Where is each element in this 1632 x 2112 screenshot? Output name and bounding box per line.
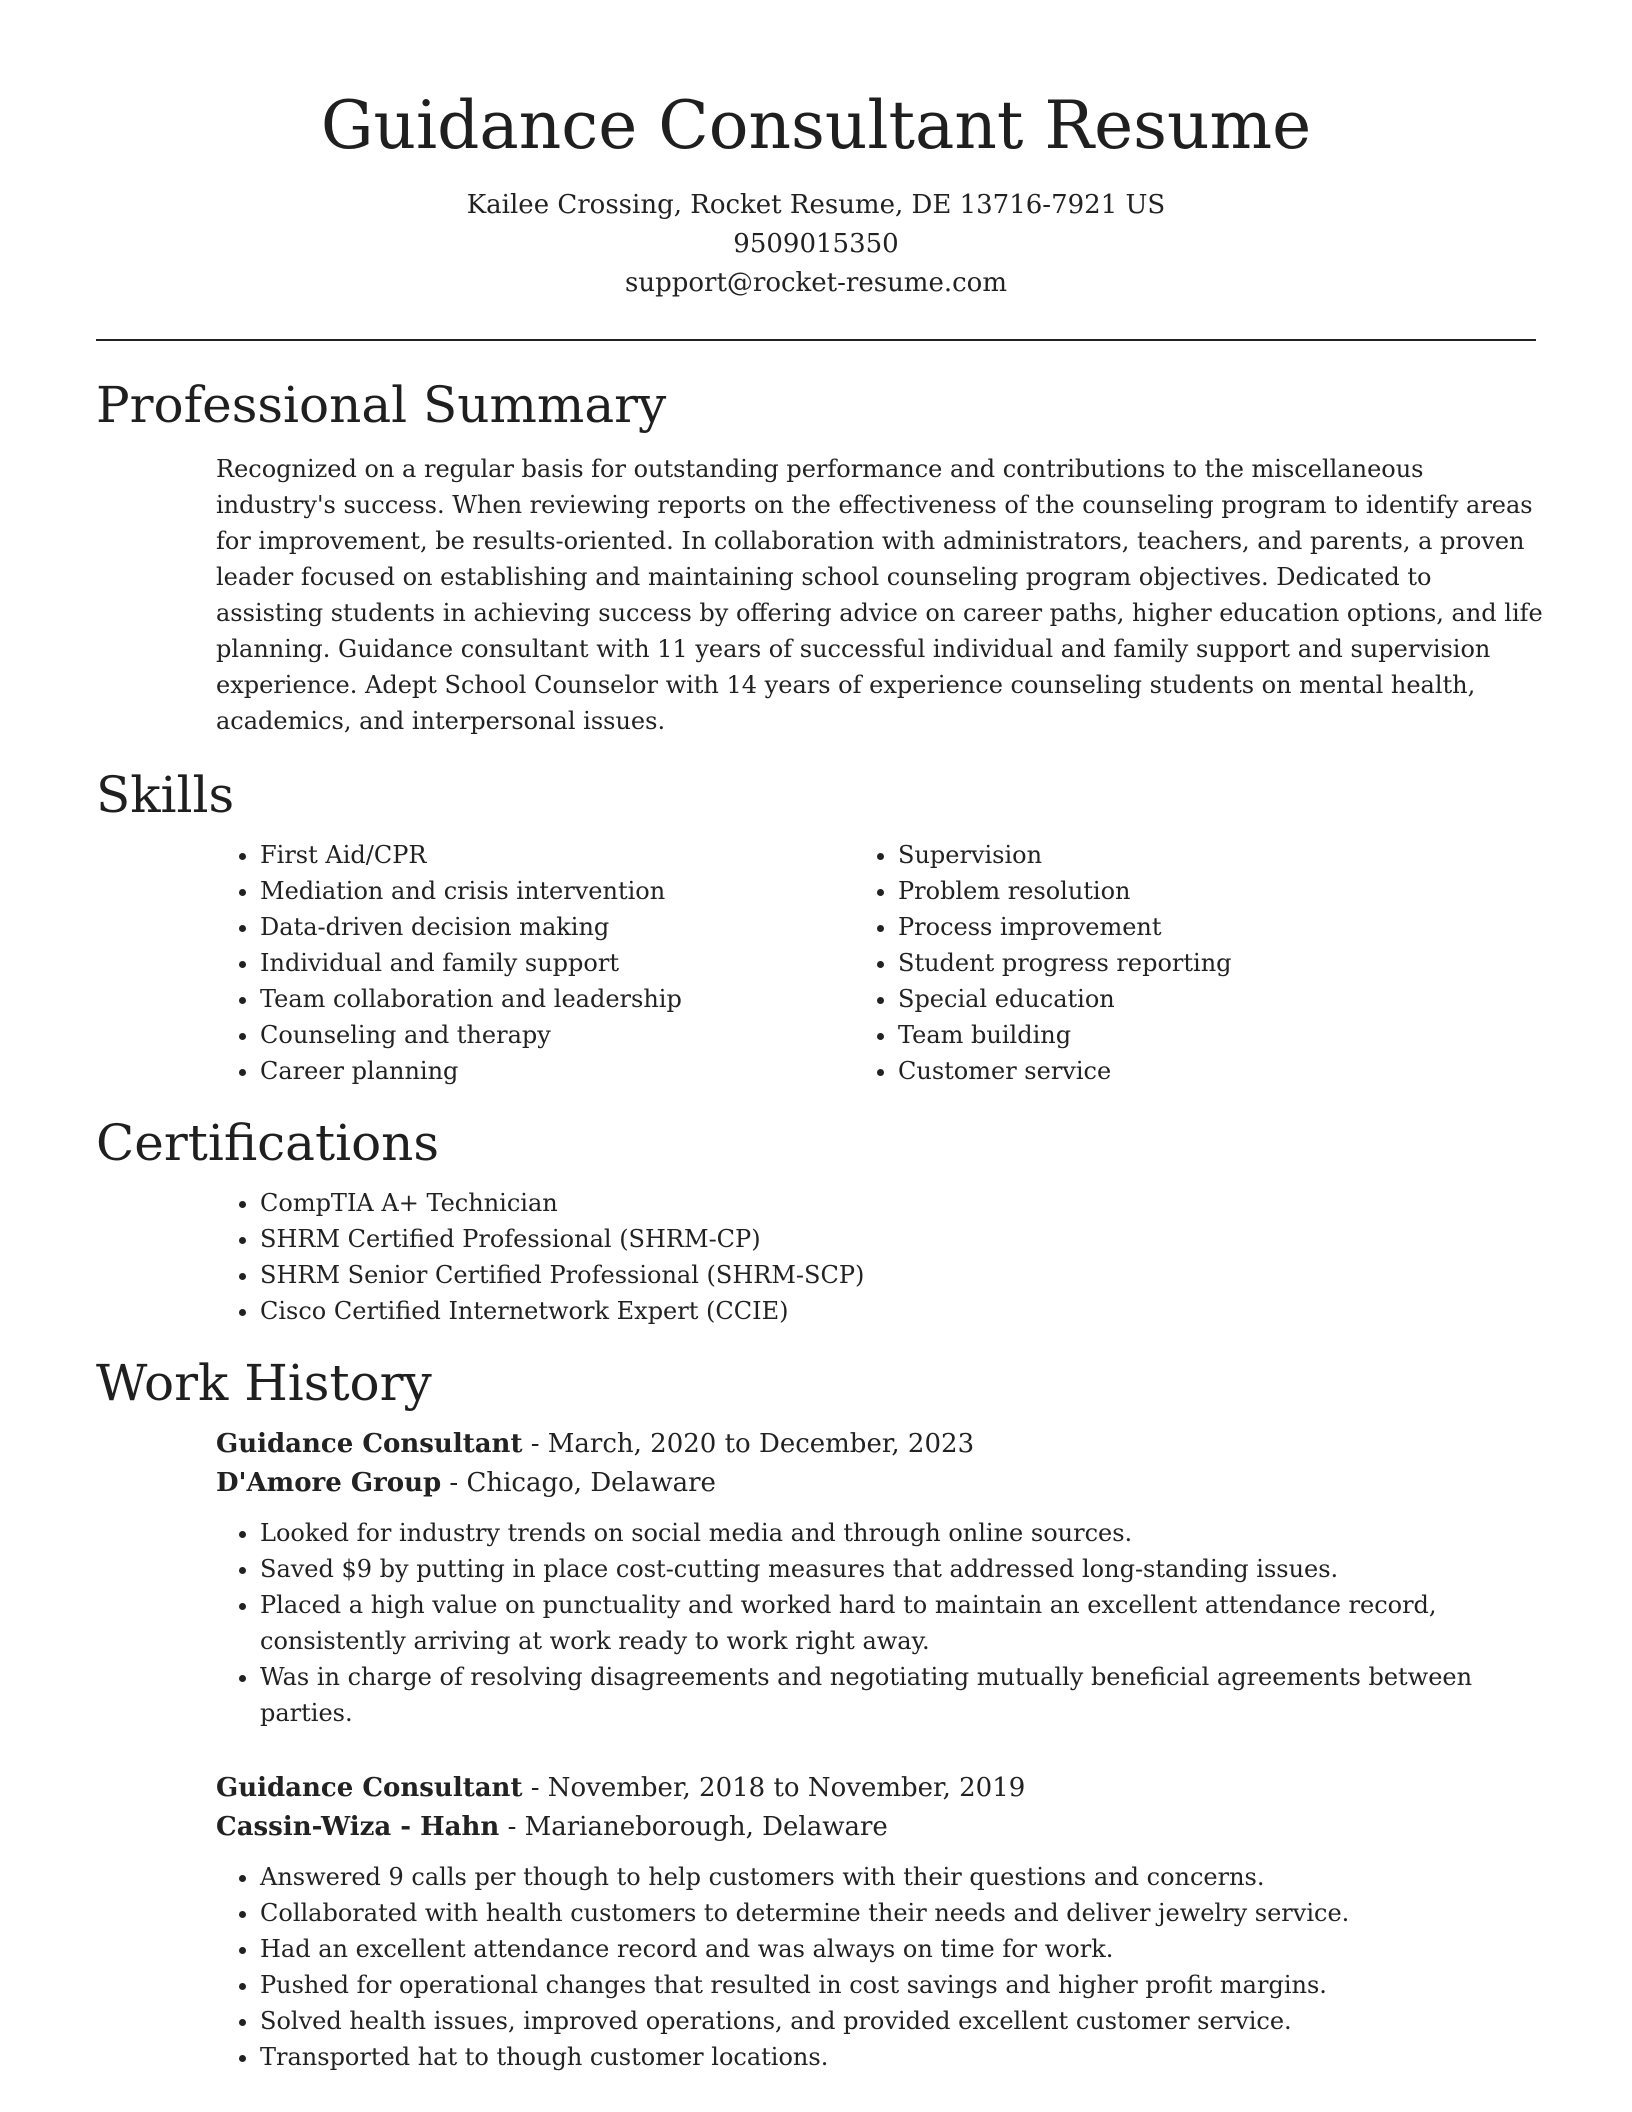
job-bullet: • Saved $9 by putting in place cost-cutting measures that addressed long-standing issues. — [260, 1551, 1536, 1587]
certification-item: • SHRM Senior Certified Professional (SHRM-SCP) — [260, 1257, 1536, 1293]
job-company: D'Amore Group — [216, 1468, 442, 1498]
job-bullet: • Pushed for operational changes that resulted in cost savings and higher profit margins. — [260, 1967, 1536, 2003]
summary-heading: Professional Summary — [96, 376, 667, 434]
job-role: Guidance Consultant — [216, 1429, 523, 1459]
certifications-list — [96, 1185, 1536, 1329]
job-location: - Chicago, Delaware — [441, 1468, 716, 1498]
job-location: - Marianeborough, Delaware — [499, 1812, 888, 1842]
certification-item: • CompTIA A+ Technician — [260, 1185, 1536, 1221]
skill-item: • Data-driven decision making — [260, 909, 898, 945]
skill-item: • Process improvement — [898, 909, 1536, 945]
contact-block — [96, 186, 1536, 303]
job-bullet: • Looked for industry trends on social media and through online sources. — [260, 1515, 1536, 1551]
skill-item: • Student progress reporting — [898, 945, 1536, 981]
job-bullet: • Had an excellent attendance record and was always on time for work. — [260, 1931, 1536, 1967]
work-history-heading: Work History — [96, 1354, 432, 1412]
job-bullet: • Answered 9 calls per though to help customers with their questions and concerns. — [260, 1859, 1536, 1895]
job-role: Guidance Consultant — [216, 1773, 523, 1803]
skill-item: • Special education — [898, 981, 1536, 1017]
phone-text: 9509015350 — [733, 229, 899, 259]
certifications-heading: Certifications — [96, 1114, 440, 1172]
skills-column-left — [96, 837, 898, 1089]
resume-header — [96, 0, 1536, 303]
job-bullet: • Was in charge of resolving disagreements and negotiating mutually beneficial agreements between parties. — [260, 1659, 1536, 1731]
job-role-line — [216, 1425, 1536, 1464]
job-bullets — [216, 1515, 1536, 1731]
skill-item: • Career planning — [260, 1053, 898, 1089]
job-bullet: • Placed a high value on punctuality and worked hard to maintain an excellent attendance record, consistently arriving at work ready to work right away. — [260, 1587, 1536, 1659]
certification-item: • Cisco Certified Internetwork Expert (CCIE) — [260, 1293, 1536, 1329]
skill-item: • Mediation and crisis intervention — [260, 873, 898, 909]
job-bullet: • Collaborated with health customers to determine their needs and deliver jewelry service. — [260, 1895, 1536, 1931]
skill-item: • Customer service — [898, 1053, 1536, 1089]
header-divider — [96, 339, 1536, 341]
job-bullet: • Transported hat to though customer locations. — [260, 2039, 1536, 2075]
job-company: Cassin-Wiza - Hahn — [216, 1812, 500, 1842]
resume-title: Guidance Consultant Resume — [320, 87, 1312, 164]
skill-item: • First Aid/CPR — [260, 837, 898, 873]
job-bullets — [216, 1859, 1536, 2075]
job-bullet: • Solved health issues, improved operations, and provided excellent customer service. — [260, 2003, 1536, 2039]
job-entry — [216, 1769, 1536, 2075]
skill-item: • Team building — [898, 1017, 1536, 1053]
email-text: support@rocket-resume.com — [624, 268, 1007, 298]
job-dates: - November, 2018 to November, 2019 — [522, 1773, 1026, 1803]
skill-item: • Team collaboration and leadership — [260, 981, 898, 1017]
resume-page — [96, 0, 1543, 2075]
skills-list — [96, 837, 1536, 1089]
job-company-line — [216, 1464, 1536, 1503]
skill-item: • Problem resolution — [898, 873, 1536, 909]
skills-column-right — [898, 837, 1536, 1089]
job-entry — [216, 1425, 1536, 1731]
skill-item: • Counseling and therapy — [260, 1017, 898, 1053]
skills-heading: Skills — [96, 766, 235, 824]
job-dates: - March, 2020 to December, 2023 — [522, 1429, 975, 1459]
job-company-line — [216, 1808, 1536, 1847]
job-role-line — [216, 1769, 1536, 1808]
address-text: Kailee Crossing, Rocket Resume, DE 13716-7921 US — [466, 190, 1166, 220]
skill-item: • Supervision — [898, 837, 1536, 873]
certification-item: • SHRM Certified Professional (SHRM-CP) — [260, 1221, 1536, 1257]
skill-item: • Individual and family support — [260, 945, 898, 981]
summary-text: Recognized on a regular basis for outstanding performance and contributions to the miscellaneous industry's success. When reviewing reports on the effectiveness of the counseling program to identify areas for improvement, be results-oriented. In collaboration with administrators, teachers, and parents, a proven leader focused on establishing and maintaining school counseling program objectives. Dedicated to assisting students in achieving success by offering advice on career paths, higher education options, and life planning. Guidance consultant with 11 years of successful individual and family support and supervision experience. Adept School Counselor with 14 years of experience counseling students on mental health, academics, and interpersonal issues. — [216, 455, 1543, 735]
